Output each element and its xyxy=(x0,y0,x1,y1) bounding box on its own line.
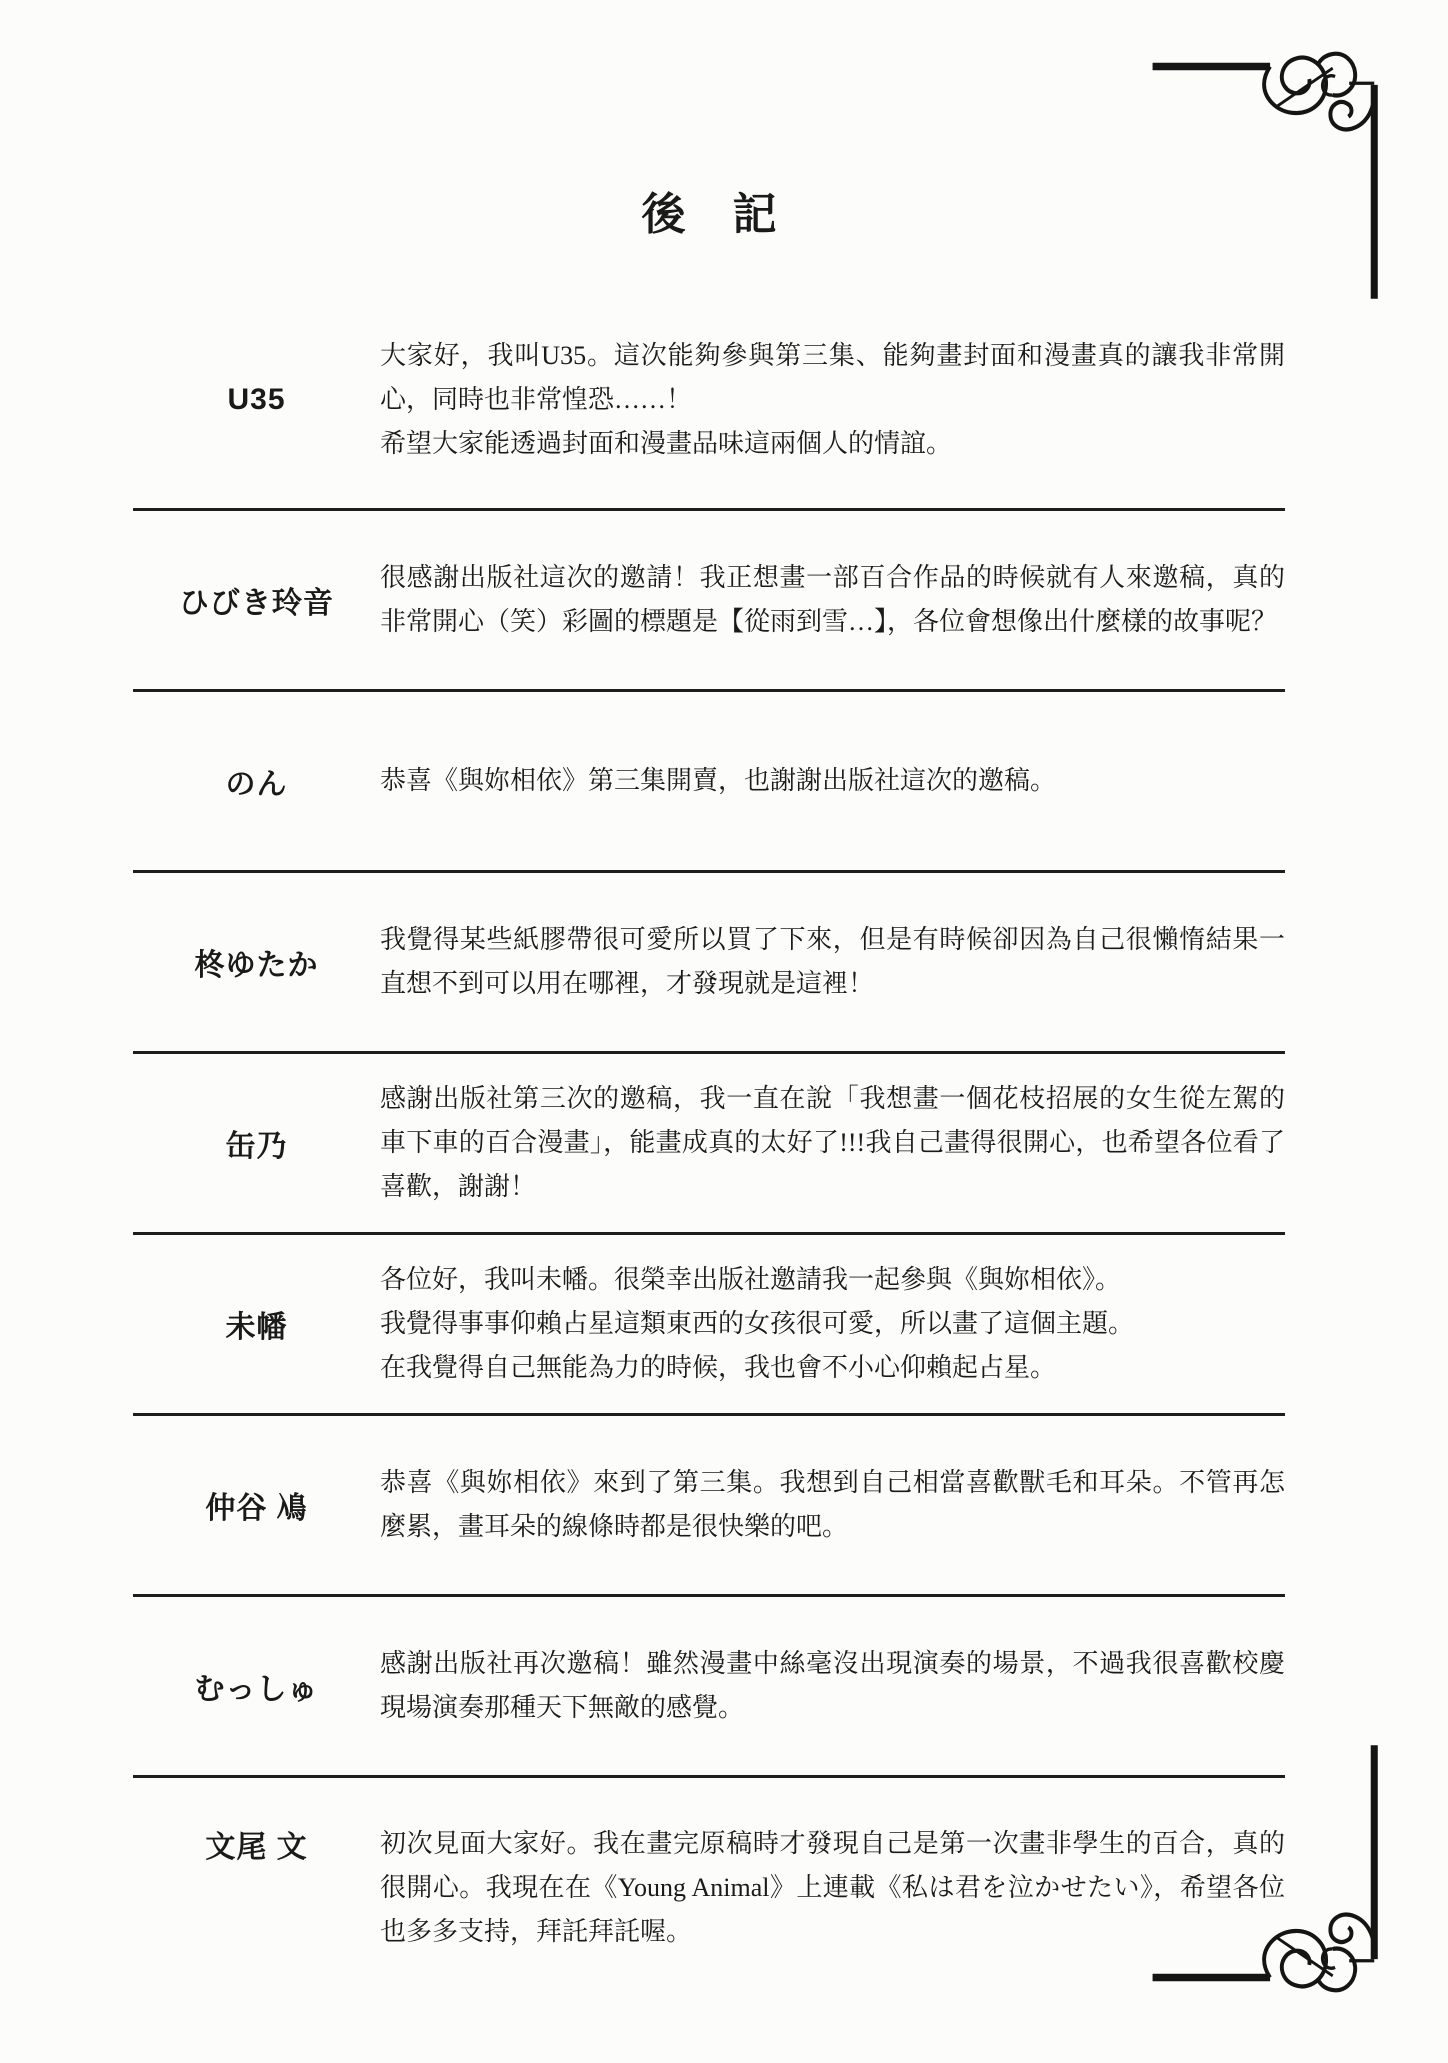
comment-paragraph: 我覺得事事仰賴占星這類東西的女孩很可愛，所以畫了這個主題。 xyxy=(380,1309,1135,1339)
entry-row xyxy=(133,262,1285,511)
author-comment xyxy=(380,918,1285,1006)
author-comment xyxy=(380,334,1285,466)
entries xyxy=(133,262,1285,2063)
comment-paragraph: 感謝出版社第三次的邀稿，我一直在說「我想畫一個花枝招展的女生從左駕的車下車的百合漫畫」，能畫成真的太好了!!!我自己畫得很開心，也希望各位看了喜歡，謝謝！ xyxy=(380,1084,1285,1201)
comment-paragraph: 恭喜《與妳相依》第三集開賣，也謝謝出版社這次的邀稿。 xyxy=(380,766,1057,796)
author-comment xyxy=(380,1258,1285,1390)
comment-paragraph: 初次見面大家好。我在畫完原稿時才發現自己是第一次畫非學生的百合，真的很開心。我現在在《Young Animal》上連載《私は君を泣かせたい》，希望各位也多多支持，拜託拜託喔。 xyxy=(380,1829,1285,1946)
author-name: のん xyxy=(225,768,288,801)
entry-row xyxy=(133,873,1285,1054)
author-name: ひびき玲音 xyxy=(179,587,334,620)
author-name: 缶乃 xyxy=(225,1130,288,1163)
author-name: 仲谷 鳰 xyxy=(205,1492,308,1525)
author-name: むっしゅ xyxy=(194,1673,319,1706)
entry-row xyxy=(133,1597,1285,1778)
author-comment xyxy=(380,1642,1285,1730)
author-name: 文尾 文 xyxy=(205,1831,308,1864)
comment-paragraph: 各位好，我叫未幡。很榮幸出版社邀請我一起參與《與妳相依》。 xyxy=(380,1265,1122,1295)
author-name: U35 xyxy=(227,383,286,416)
comment-paragraph: 大家好，我叫U35。這次能夠參與第三集、能夠畫封面和漫畫真的讓我非常開心，同時也非常惶恐……！ xyxy=(380,341,1285,415)
comment-paragraph: 恭喜《與妳相依》來到了第三集。我想到自己相當喜歡獸毛和耳朵。不管再怎麼累，畫耳朵的線條時都是很快樂的吧。 xyxy=(380,1468,1285,1541)
comment-paragraph: 我覺得某些紙膠帶很可愛所以買了下來，但是有時候卻因為自己很懶惰結果一直想不到可以用在哪裡，才發現就是這裡！ xyxy=(380,925,1285,998)
entry-row xyxy=(133,1235,1285,1416)
author-name: 柊ゆたか xyxy=(194,949,319,982)
entry-row xyxy=(133,692,1285,873)
author-comment xyxy=(380,759,1285,803)
author-comment xyxy=(380,1461,1285,1549)
author-comment xyxy=(380,556,1285,644)
entry-row xyxy=(133,1778,1285,2063)
comment-paragraph: 在我覺得自己無能為力的時候，我也會不小心仰賴起占星。 xyxy=(380,1352,1057,1382)
comment-paragraph: 希望大家能透過封面和漫畫品味這兩個人的情誼。 xyxy=(380,428,953,458)
afterword-page xyxy=(133,0,1285,2063)
entry-row xyxy=(133,511,1285,692)
author-name: 未幡 xyxy=(225,1311,288,1344)
author-comment xyxy=(380,1077,1285,1209)
entry-row xyxy=(133,1416,1285,1597)
entry-row xyxy=(133,1054,1285,1235)
comment-paragraph: 很感謝出版社這次的邀請！我正想畫一部百合作品的時候就有人來邀稿，真的非常開心（笑）彩圖的標題是【從雨到雪…】，各位會想像出什麼樣的故事呢？ xyxy=(380,563,1285,636)
author-comment xyxy=(380,1822,1285,1954)
comment-paragraph: 感謝出版社再次邀稿！雖然漫畫中絲毫沒出現演奏的場景，不過我很喜歡校慶現場演奏那種天下無敵的感覺。 xyxy=(380,1649,1285,1722)
page-title: 後 記 xyxy=(641,190,795,239)
